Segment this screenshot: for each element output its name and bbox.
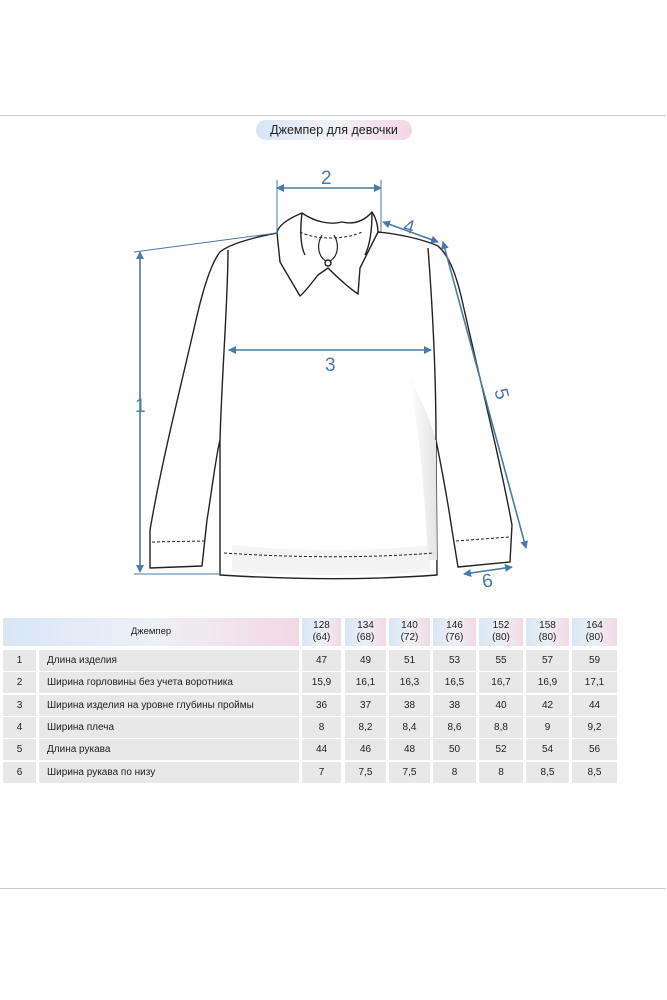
table-cell: 8,8 (479, 717, 523, 738)
label-5: 5 (489, 386, 513, 402)
label-1: 1 (135, 396, 146, 417)
table-cell: 37 (345, 695, 386, 716)
table-cell: 56 (572, 739, 617, 760)
table-cell: 8,4 (389, 717, 430, 738)
size-header: 158 (80) (526, 618, 569, 646)
size-header: 164 (80) (572, 618, 617, 646)
table-cell: 8,5 (572, 762, 617, 783)
table-cell: 36 (302, 695, 341, 716)
row-number: 5 (3, 739, 36, 760)
row-name: Ширина горловины без учета воротника (39, 672, 299, 693)
row-name: Длина рукава (39, 739, 299, 760)
row-name: Ширина плеча (39, 717, 299, 738)
size-header: 128 (64) (302, 618, 341, 646)
table-cell: 46 (345, 739, 386, 760)
table-cell: 38 (433, 695, 476, 716)
table-cell: 47 (302, 650, 341, 671)
row-number: 4 (3, 717, 36, 738)
size-header: 134 (68) (345, 618, 386, 646)
row-number: 1 (3, 650, 36, 671)
table-row (3, 762, 617, 783)
table-cell: 49 (345, 650, 386, 671)
table-cell: 16,9 (526, 672, 569, 693)
label-4: 4 (401, 215, 417, 239)
table-cell: 8 (302, 717, 341, 738)
table-cell: 38 (389, 695, 430, 716)
table-cell: 44 (302, 739, 341, 760)
label-2: 2 (321, 168, 332, 189)
table-cell: 52 (479, 739, 523, 760)
table-cell: 7,5 (345, 762, 386, 783)
table-cell: 42 (526, 695, 569, 716)
table-cell: 7 (302, 762, 341, 783)
table-cell: 8,6 (433, 717, 476, 738)
table-cell: 16,3 (389, 672, 430, 693)
label-6: 6 (480, 570, 495, 593)
row-number: 6 (3, 762, 36, 783)
table-cell: 8 (433, 762, 476, 783)
row-name: Длина изделия (39, 650, 299, 671)
table-row (3, 695, 617, 716)
table-cell: 17,1 (572, 672, 617, 693)
table-cell: 8,5 (526, 762, 569, 783)
table-cell: 9 (526, 717, 569, 738)
table-row (3, 739, 617, 760)
size-header: 152 (80) (479, 618, 523, 646)
table-cell: 44 (572, 695, 617, 716)
table-row (3, 717, 617, 738)
table-cell: 16,7 (479, 672, 523, 693)
table-cell: 59 (572, 650, 617, 671)
table-cell: 9,2 (572, 717, 617, 738)
row-number: 3 (3, 695, 36, 716)
table-cell: 50 (433, 739, 476, 760)
table-cell: 53 (433, 650, 476, 671)
table-cell: 51 (389, 650, 430, 671)
label-3: 3 (325, 355, 336, 376)
page-title: Джемпер для девочки (256, 120, 412, 140)
size-header: 146 (76) (433, 618, 476, 646)
table-row (3, 650, 617, 671)
row-number: 2 (3, 672, 36, 693)
table-cell: 8 (479, 762, 523, 783)
table-cell: 15,9 (302, 672, 341, 693)
sweater-outline (150, 212, 512, 579)
table-cell: 16,5 (433, 672, 476, 693)
row-name: Ширина рукава по низу (39, 762, 299, 783)
table-cell: 57 (526, 650, 569, 671)
table-header-label: Джемпер (3, 618, 299, 646)
garment-diagram (0, 140, 667, 600)
table-row (3, 672, 617, 693)
table-cell: 54 (526, 739, 569, 760)
table-cell: 40 (479, 695, 523, 716)
size-header: 140 (72) (389, 618, 430, 646)
row-name: Ширина изделия на уровне глубины проймы (39, 695, 299, 716)
table-cell: 7,5 (389, 762, 430, 783)
table-cell: 55 (479, 650, 523, 671)
table-cell: 16,1 (345, 672, 386, 693)
table-cell: 48 (389, 739, 430, 760)
table-cell: 8,2 (345, 717, 386, 738)
